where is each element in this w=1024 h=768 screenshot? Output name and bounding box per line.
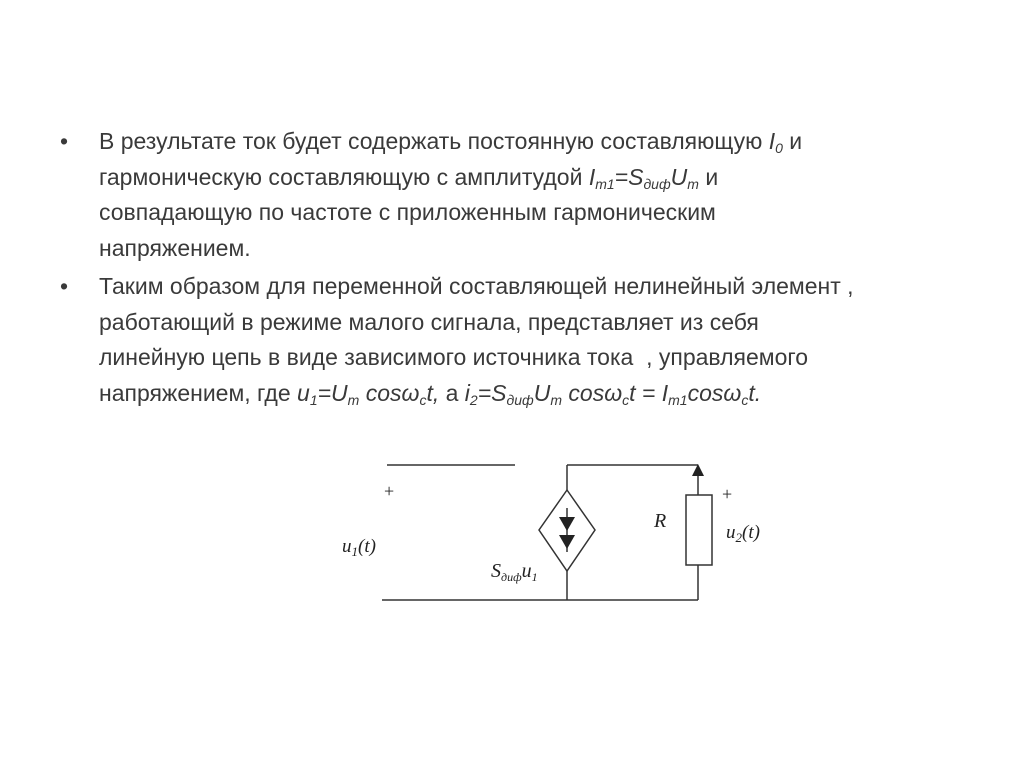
conjunction-a: а — [439, 379, 465, 406]
bullet-2-line-1: Таким образом для переменной составляющей нелинейный элемент , — [99, 273, 854, 299]
formula-i2-eq: =S — [477, 379, 507, 406]
bullet-marker: • — [60, 128, 69, 154]
source-label-main: S — [491, 560, 501, 582]
formula-i2-c-sub: c — [622, 391, 630, 408]
bullet-1-line-2: гармоническую составляющую с амплитудой — [99, 163, 589, 190]
formula-i2-sub: 2 — [469, 391, 478, 408]
formula-u1-main: u — [297, 379, 310, 406]
formula-i2-main: i — [464, 379, 470, 406]
u1-label — [342, 536, 376, 559]
bullet-1-line-3: совпадающую по частоте с приложенным гармоническим — [99, 199, 716, 225]
formula-i2-end: t. — [748, 379, 762, 406]
source-label — [491, 560, 538, 584]
formula-i2-im1-sub: m1 — [668, 391, 688, 408]
source-label-sub: диф — [501, 570, 522, 584]
bullet-1-line-1: В результате ток будет содержать постоянную составляющую — [99, 128, 769, 154]
formula-i0-sub: 0 — [775, 140, 783, 156]
u1-label-arg: (t) — [358, 536, 376, 557]
resistor-label: R — [654, 510, 667, 532]
formula-im1-sub: m1 — [595, 175, 615, 192]
formula-i2-c2-sub: c — [741, 391, 749, 408]
u2-label — [726, 522, 760, 545]
formula-i2-sdif-sub: диф — [506, 391, 534, 408]
bullet-2-line-3: линейную цепь в виде зависимого источника тока , управляемого — [99, 344, 809, 370]
formula-i2-cos: cosω — [562, 379, 623, 406]
plus-sign-right: + — [722, 484, 733, 504]
formula-um-main: U — [670, 163, 688, 190]
bullet-1-line-1-end: и — [782, 128, 803, 154]
formula-i2-um-sub: m — [550, 391, 563, 408]
current-arrow-head — [692, 464, 704, 476]
formula-u1-eq: =U — [317, 379, 348, 406]
source-label-u: u — [521, 560, 532, 582]
u1-label-sub: 1 — [351, 544, 358, 559]
u2-label-main: u — [726, 522, 736, 543]
formula-u1-t: t, — [426, 379, 440, 406]
plus-sign-left: + — [384, 481, 395, 501]
formula-u1-cos: cosω — [359, 379, 420, 406]
resistor-body — [686, 495, 712, 565]
bullet-2-line-4: напряжением, где — [99, 379, 298, 406]
formula-i2-cos2: cosω — [687, 379, 742, 406]
source-arrow-head-upper — [559, 517, 575, 531]
u2-label-sub: 2 — [735, 530, 742, 545]
formula-u1-sub: 1 — [309, 391, 318, 408]
bullet-2-line-2: работающий в режиме малого сигнала, представляет из себя — [99, 308, 759, 335]
formula-sdif-sub: диф — [643, 175, 671, 192]
source-arrow-head-lower — [559, 535, 575, 549]
u2-label-arg: (t) — [742, 522, 760, 543]
formula-u1-um-sub: m — [347, 391, 360, 408]
formula-i2-u: U — [533, 379, 551, 406]
formula-im1-main: I — [588, 163, 596, 190]
formula-equals-s: =S — [614, 163, 644, 190]
source-label-u-sub: 1 — [531, 570, 538, 584]
formula-i2-t-eq: t = I — [629, 379, 669, 406]
bullet-1-line-4: напряжением. — [99, 234, 251, 261]
formula-i0-main: I — [768, 128, 776, 154]
formula-um-sub: m — [687, 175, 699, 192]
formula-u1-c-sub: c — [419, 391, 427, 408]
bullet-marker: • — [60, 273, 69, 299]
u1-label-main: u — [342, 536, 352, 557]
bullet-1-line-2-end: и — [698, 163, 719, 190]
